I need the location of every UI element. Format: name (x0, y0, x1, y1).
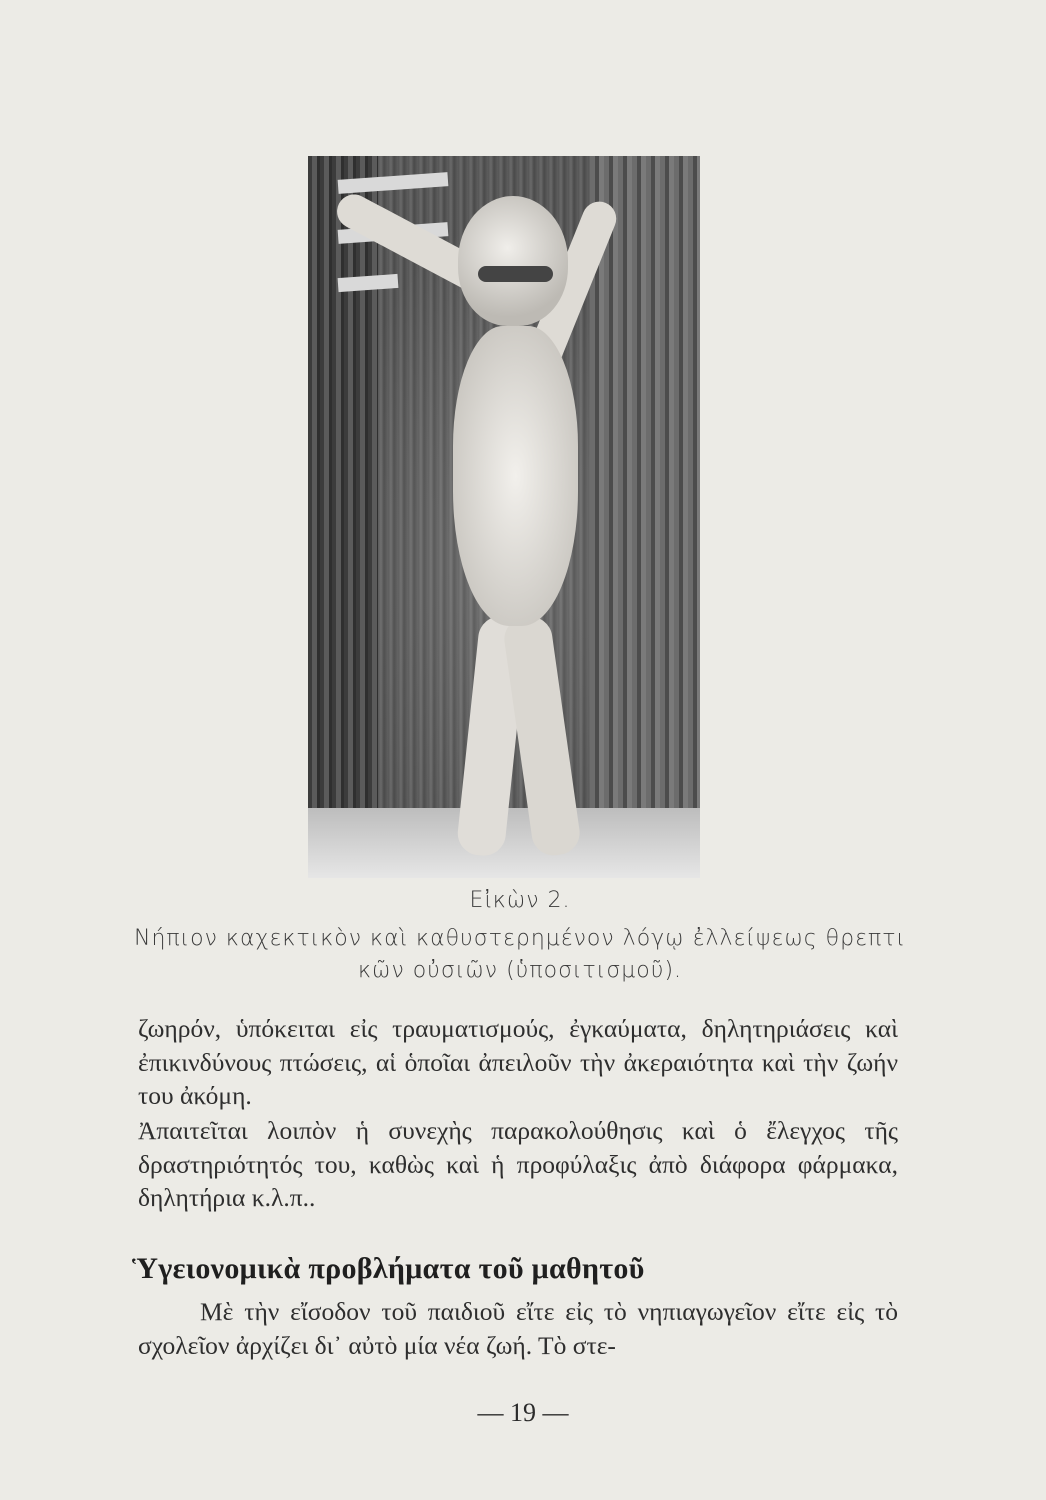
figure-caption-line: κῶν οὐσιῶν (ὑποσιτισμοῦ). (357, 958, 683, 983)
photo-door-right (590, 156, 700, 878)
paragraph: Ἀπαιτεῖται λοιπὸν ἡ συνεχὴς παρακολούθησις καὶ ὁ ἔλεγχος τῆς δραστηριότητός του, καθὼς καὶ ἡ προφύλαξις ἀπὸ διάφορα φάρμακα, δηλητήρια κ.λ.π.. (138, 1116, 898, 1212)
figure-photo (308, 156, 700, 878)
photo-slat (338, 274, 399, 292)
page-number: — 19 — (477, 1398, 569, 1427)
photo-child-eyes (478, 266, 553, 282)
figure-caption-line: Νήπιον καχεκτικὸν καὶ καθυστερημένον λόγῳ ἐλλείψεως θρεπτι (134, 926, 906, 951)
photo-door-left (308, 156, 378, 878)
section-heading: Ὑγειονομικὰ προβλήματα τοῦ μαθητοῦ (132, 1252, 645, 1285)
paragraph: Μὲ τὴν εἴσοδον τοῦ παιδιοῦ εἴτε εἰς τὸ νηπιαγωγεῖον εἴτε εἰς τὸ σχολεῖον ἀρχίζει δι᾽ αὐτὸ μία νέα ζωή. Τὸ στε- (138, 1297, 898, 1360)
figure-label: Εἰκὼν 2. (469, 888, 571, 913)
photo-child-head (458, 196, 568, 326)
paragraph: ζωηρόν, ὑπόκειται εἰς τραυματισμούς, ἐγκαύματα, δηλητηριάσεις καὶ ἐπικινδύνους πτώσεις, αἱ ὁποῖαι ἀπειλοῦν τὴν ἀκεραιότητα καὶ τὴν ζωήν του ἀκόμη. (138, 1014, 898, 1110)
photo-child-torso (453, 326, 578, 626)
